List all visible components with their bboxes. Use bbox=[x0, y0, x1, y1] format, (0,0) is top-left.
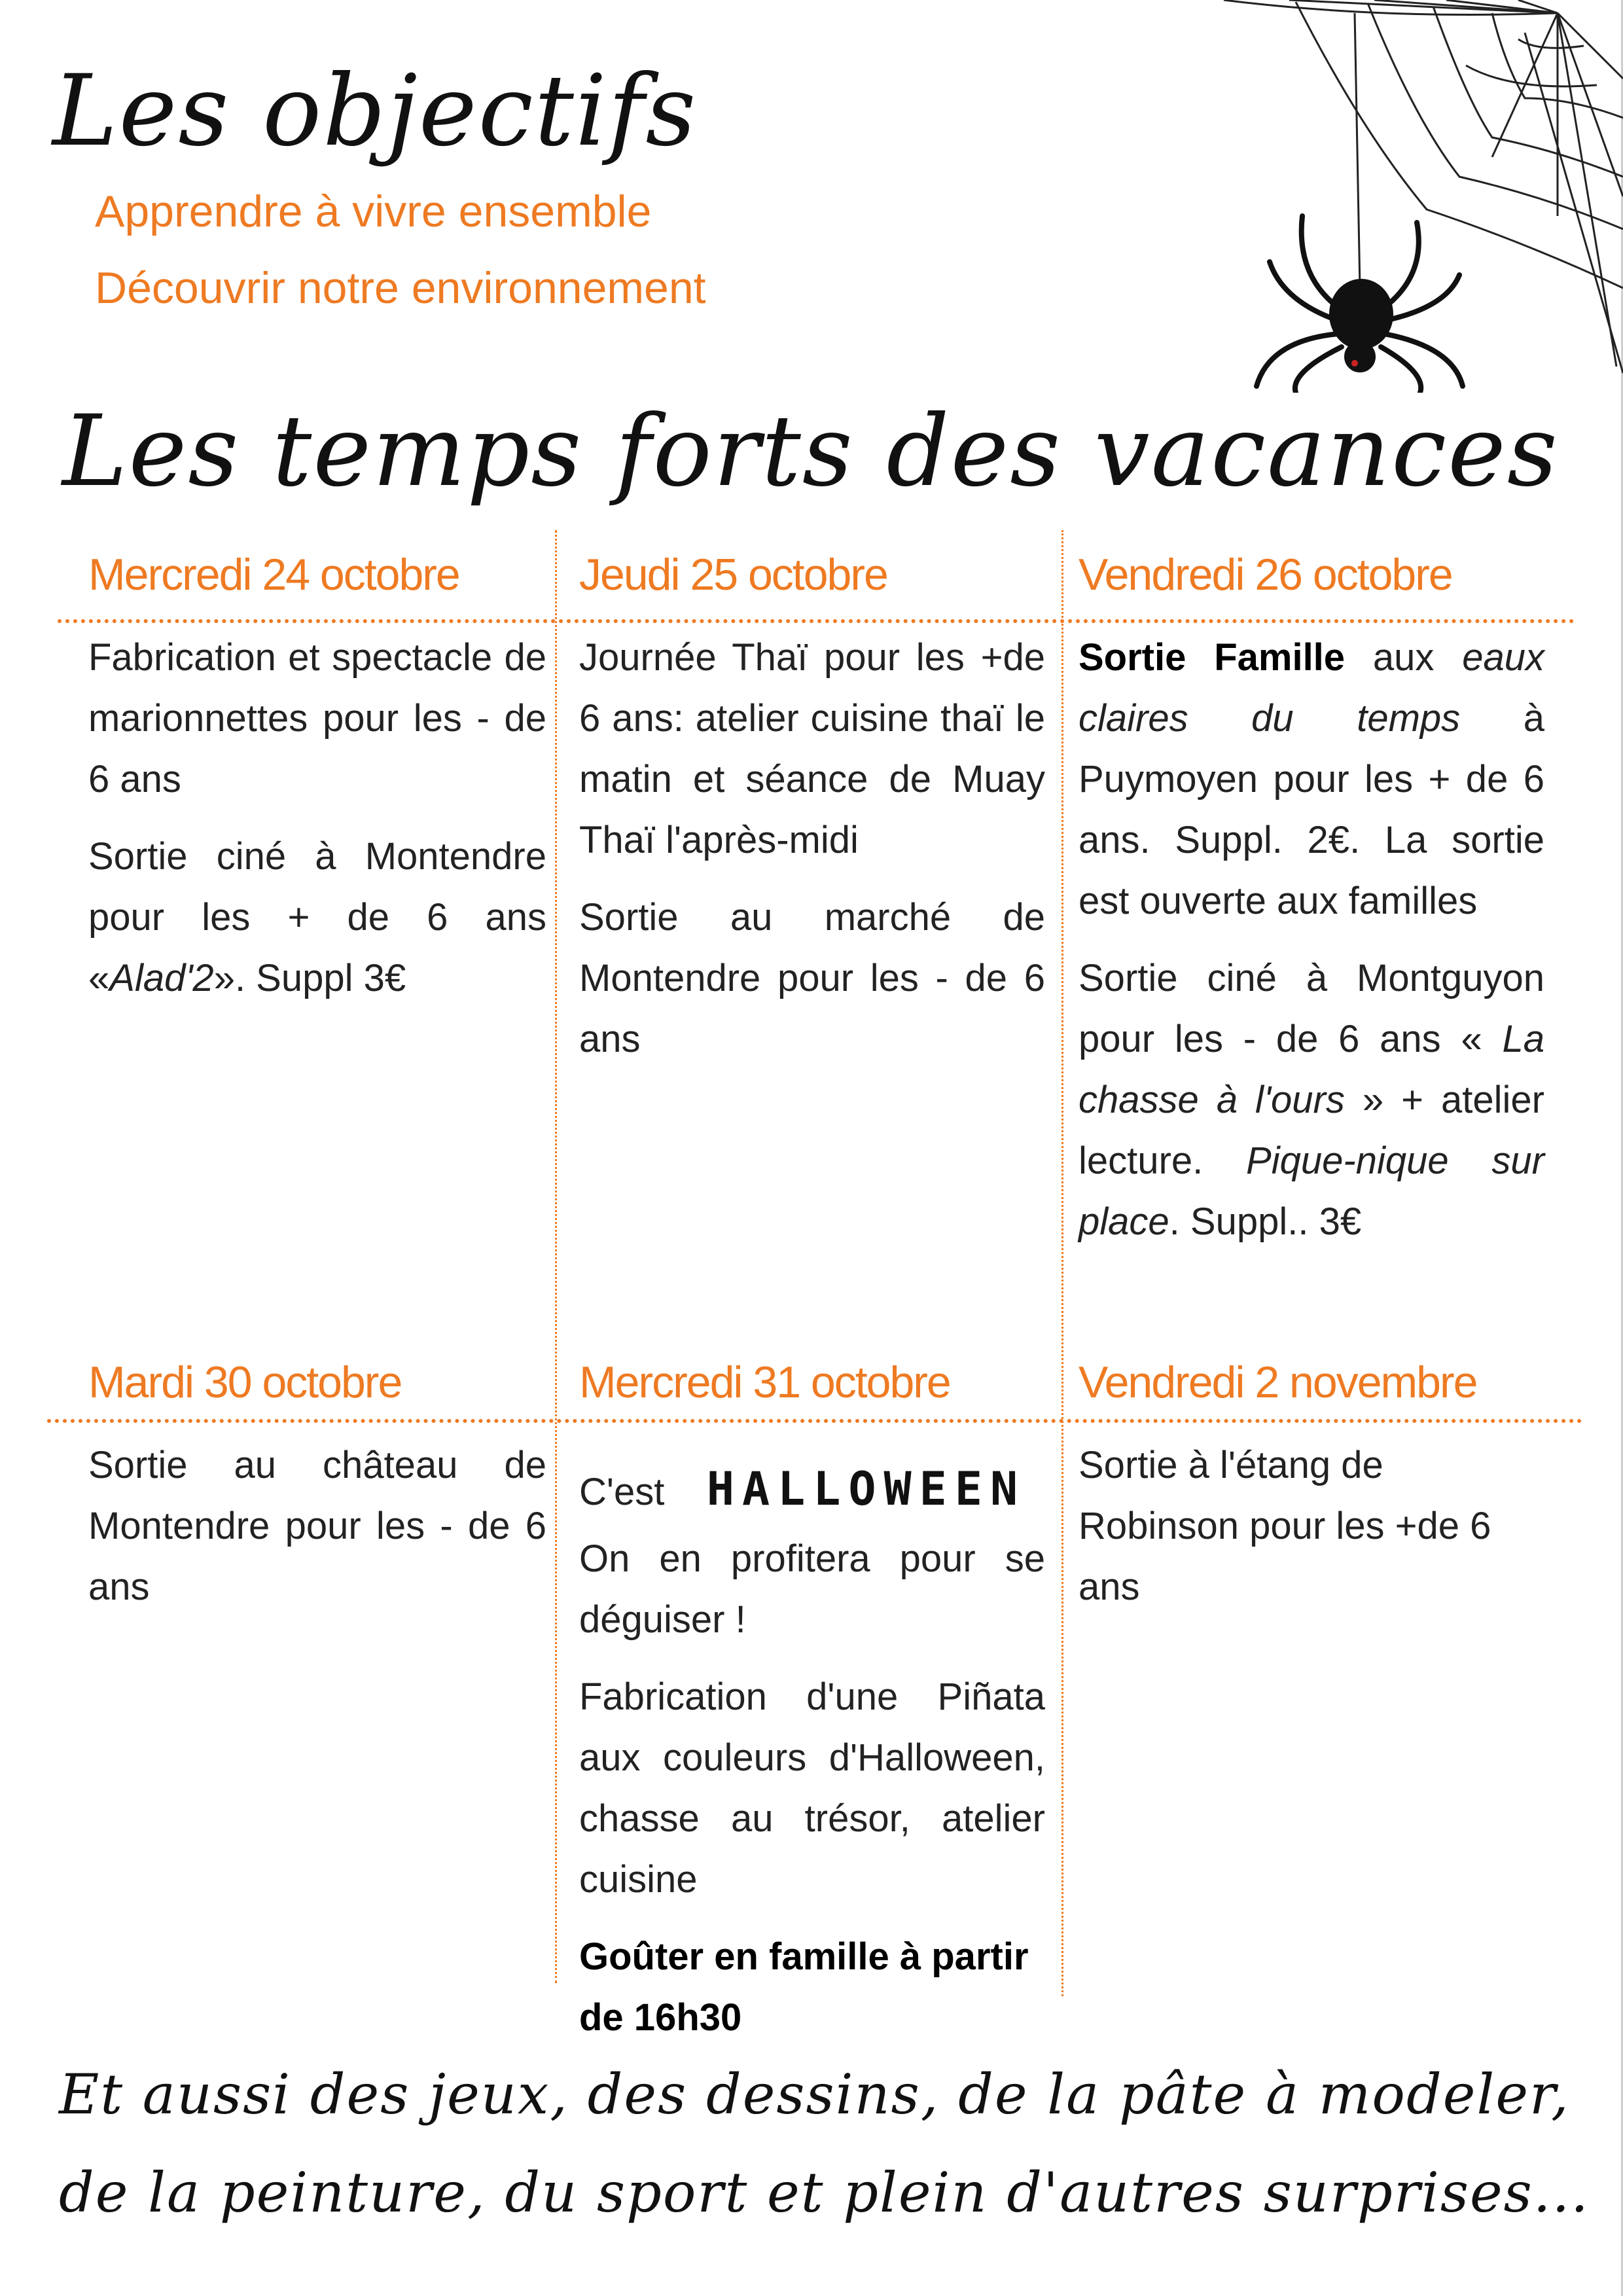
objective-item: Découvrir notre environnement bbox=[95, 263, 706, 313]
activity-text: Sortie à l'étang de Robinson pour les +de 6 ans bbox=[1079, 1444, 1491, 1608]
objective-item: Apprendre à vivre ensemble bbox=[95, 187, 652, 236]
halloween-logo: HALLOWEEN bbox=[706, 1462, 1026, 1516]
day-content bbox=[1079, 1435, 1544, 1634]
row-divider bbox=[58, 619, 1575, 623]
activity-text: Sortie ciné à Montguyon pour les - de 6 ans « La chasse à l'ours » + atelier lecture. Pique-nique sur place. Suppl.. 3€ bbox=[1079, 957, 1544, 1243]
day-header: Mercredi 24 octobre bbox=[88, 550, 459, 600]
spider-web-icon bbox=[1217, 0, 1623, 393]
activity-text: Sortie au château de Montendre pour les - de 6 ans bbox=[88, 1444, 546, 1608]
day-content bbox=[579, 1453, 1045, 2064]
row-divider bbox=[47, 1419, 1582, 1423]
activity-text: Journée Thaï pour les +de 6 ans: atelier cuisine thaï le matin et séance de Muay Thaï l'après-midi bbox=[579, 636, 1045, 861]
footer-line: Et aussi des jeux, des dessins, de la pâte à modeler, bbox=[59, 2062, 1570, 2126]
activity-text: Sortie Famille aux eaux claires du temps à Puymoyen pour les + de 6 ans. Suppl. 2€. La sortie est ouverte aux familles bbox=[1079, 636, 1545, 922]
day-header: Jeudi 25 octobre bbox=[579, 550, 887, 600]
activity-text: On en profitera pour se déguiser ! bbox=[579, 1537, 1045, 1641]
activity-text: Goûter en famille à partir de 16h30 bbox=[579, 1935, 1029, 2039]
day-content bbox=[1079, 627, 1544, 1268]
footer-line: de la peinture, du sport et plein d'autres surprises... bbox=[59, 2161, 1590, 2225]
day-content bbox=[579, 627, 1045, 1086]
activity-text: Fabrication d'une Piñata aux couleurs d'Halloween, chasse au trésor, atelier cuisine bbox=[579, 1676, 1045, 1901]
activity-text: Sortie au marché de Montendre pour les - de 6 ans bbox=[579, 896, 1045, 1060]
column-divider bbox=[1061, 530, 1063, 1996]
activity-text: C'est HALLOWEEN bbox=[579, 1462, 1026, 1516]
activity-text: Sortie ciné à Montendre pour les + de 6 ans «Alad'2». Suppl 3€ bbox=[88, 835, 546, 999]
objectives-title: Les objectifs bbox=[52, 54, 698, 168]
day-content bbox=[88, 627, 546, 1025]
highlights-title: Les temps forts des vacances bbox=[62, 395, 1559, 509]
day-header: Vendredi 2 novembre bbox=[1079, 1357, 1477, 1407]
column-divider bbox=[555, 530, 557, 1983]
day-header: Mercredi 31 octobre bbox=[579, 1357, 950, 1407]
day-header: Vendredi 26 octobre bbox=[1079, 550, 1452, 600]
day-header: Mardi 30 octobre bbox=[88, 1357, 402, 1407]
activity-text: Fabrication et spectacle de marionnettes pour les - de 6 ans bbox=[88, 636, 546, 800]
day-content bbox=[88, 1435, 546, 1634]
